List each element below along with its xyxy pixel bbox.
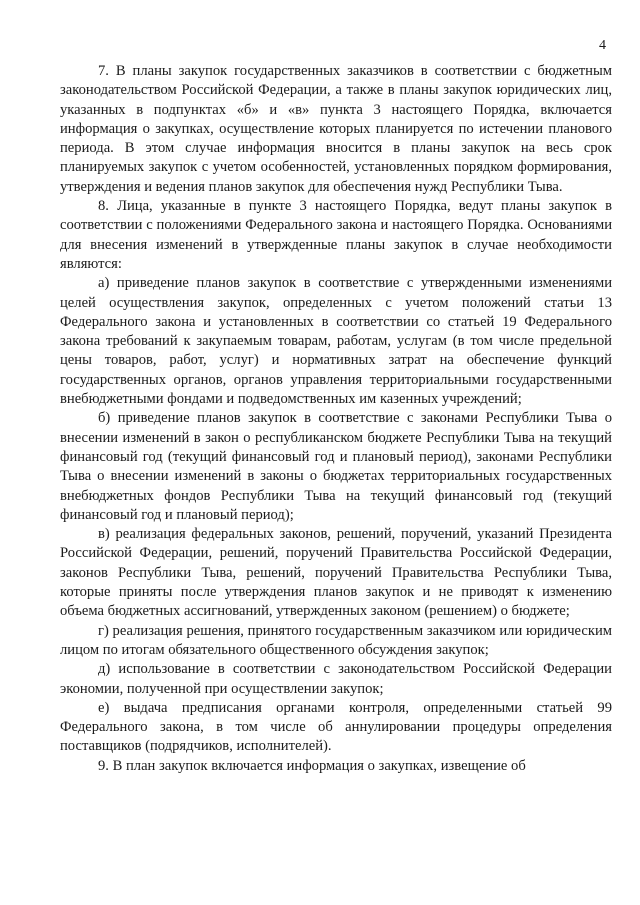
paragraph-7: 7. В планы закупок государственных заказчиков в соответствии с бюджетным законодательством Российской Федерации, а также в планы закупок юридических лиц, указанных в подпунктах «б» и «в» пункта 3 настоящего Порядка, включается информация о закупках, осуществление которых планируется по истечении планового периода. В этом случае информация вносится в планы закупок на весь срок планируемых закупок с учетом особенностей, установленных порядком формирования, утверждения и ведения планов закупок для обеспечения нужд Республики Тыва.	[60, 63, 612, 195]
subparagraph-v: в) реализация федеральных законов, решений, поручений, указаний Президента Российской Федерации, решений, поручений Правительства Российской Федерации, законов Республики Тыва, решений, поручений Правительства Республики Тыва, которые приняты после утверждения планов закупок и не приводят к изменению объема бюджетных ассигнований, утвержденных законом (решением) о бюджете;	[60, 526, 612, 620]
page-number: 4	[599, 38, 606, 53]
paragraph-8: 8. Лица, указанные в пункте 3 настоящего Порядка, ведут планы закупок в соответствии с положениями Федерального закона и настоящего Порядка. Основаниями для внесения изменений в утвержденные планы закупок в случае необходимости являются:	[60, 198, 612, 272]
document-body	[60, 62, 612, 776]
subparagraph-g: г) реализация решения, принятого государственным заказчиком или юридическим лицом по итогам обязательного общественного обсуждения закупок;	[60, 622, 612, 658]
paragraph-9: 9. В план закупок включается информация о закупках, извещение об	[98, 757, 526, 774]
subparagraph-e: е) выдача предписания органами контроля, определенными статьей 99 Федерального закона, в том числе об аннулировании процедуры определения поставщиков (подрядчиков, исполнителей).	[60, 699, 612, 755]
subparagraph-d: д) использование в соответствии с законодательством Российской Федерации экономии, полученной при осуществлении закупок;	[60, 661, 612, 697]
subparagraph-b: б) приведение планов закупок в соответствие с законами Республики Тыва о внесении изменений в закон о республиканском бюджете Республики Тыва на текущий финансовый год (текущий финансовый год и плановый период), законами Республики Тыва о внесении изменений в законы о бюджетах территориальных государственных внебюджетных фондов Республики Тыва на текущий финансовый год (текущий финансовый год и плановый период);	[60, 410, 612, 523]
subparagraph-a: а) приведение планов закупок в соответствие с утвержденными изменениями целей осуществления закупок, определенных с учетом положений статьи 13 Федерального закона и установленных в соответствии со статьей 19 Федерального закона требований к закупаемым товарам, работам, услугам (в том числе предельной цены товаров, работ, услуг) и нормативных затрат на обеспечение функций государственных органов, органов управления территориальными государственными внебюджетными фондами и подведомственных им казенных учреждений;	[60, 275, 612, 408]
